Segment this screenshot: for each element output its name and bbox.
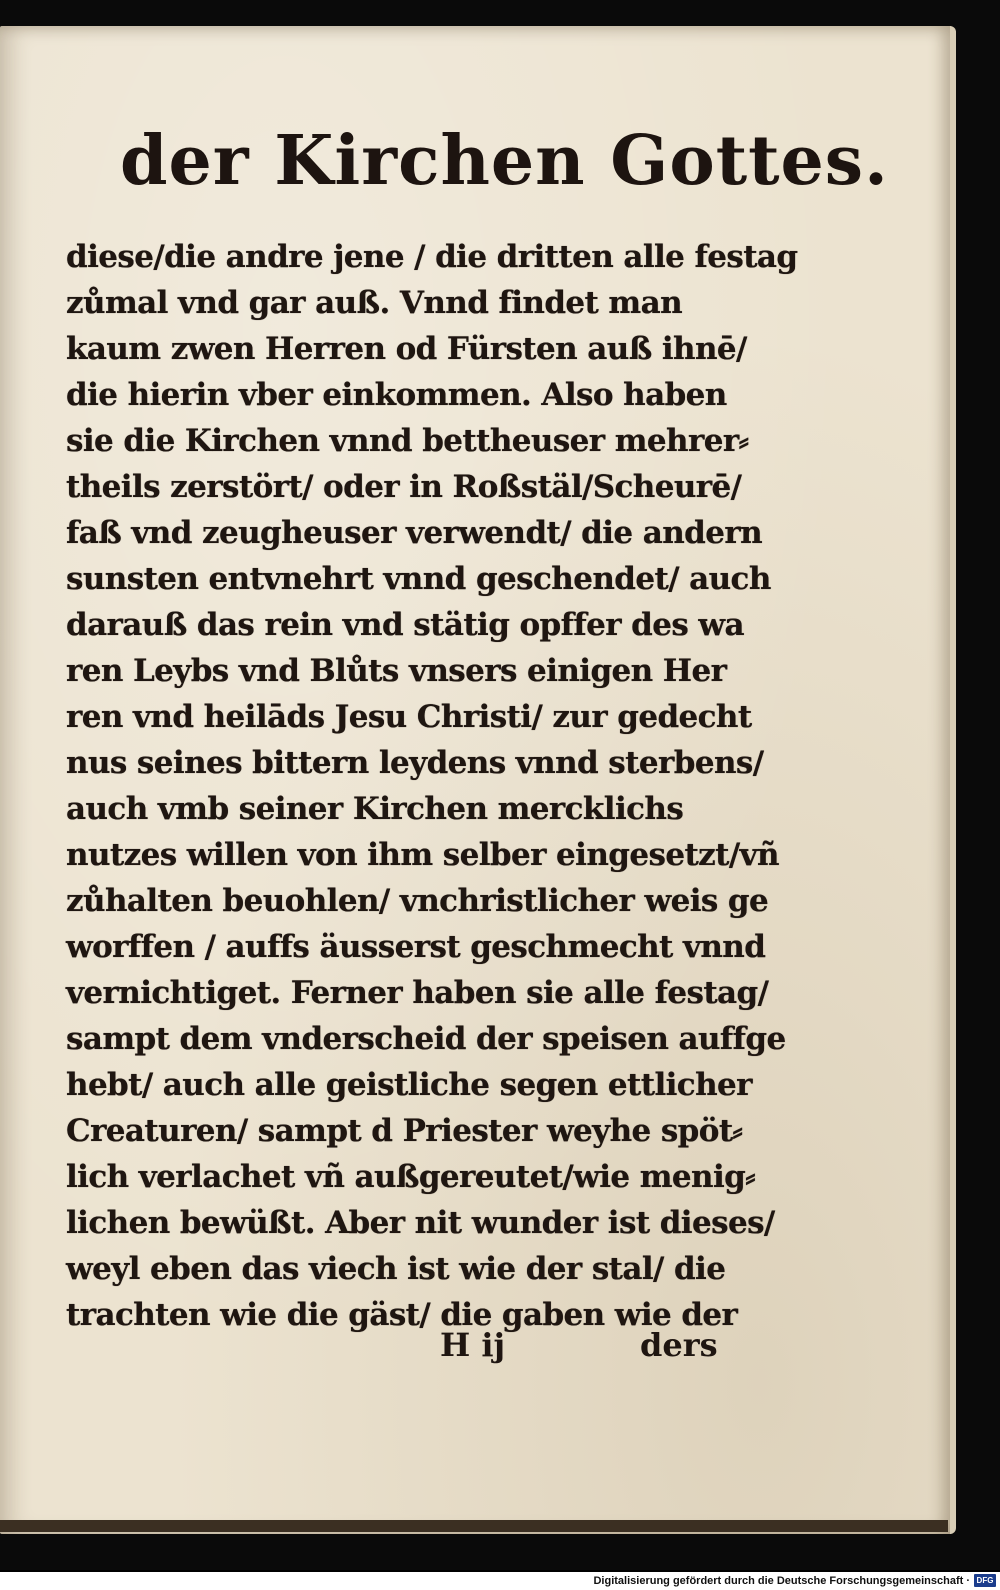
text-line: zůmal vnd gar auß. Vnnd findet man <box>66 285 683 321</box>
text-line: ren vnd heilāds Jesu Christi/ zur gedecht <box>66 699 752 735</box>
text-line: theils zerstört/ oder in Roßstäl/Scheurē/ <box>66 469 742 505</box>
text-line: Creaturen/ sampt d Priester weyhe spöt⸗ <box>66 1113 743 1149</box>
text-line: sampt dem vnderscheid der speisen auffge <box>66 1021 786 1057</box>
text-line: auch vmb seiner Kirchen mercklichs <box>66 791 684 827</box>
text-line: darauß das rein vnd stätig opffer des wa <box>66 607 744 643</box>
text-line: sie die Kirchen vnnd bettheuser mehrer⸗ <box>66 423 749 459</box>
footer-bar <box>0 1572 1000 1590</box>
text-line: diese/die andre jene / die dritten alle festag <box>66 239 798 275</box>
catchword: ders <box>640 1326 718 1364</box>
text-line: hebt/ auch alle geistliche segen ettlicher <box>66 1067 752 1103</box>
text-line: lich verlachet vñ außgereutet/wie menig⸗ <box>66 1159 755 1195</box>
text-line: lichen bewüßt. Aber nit wunder ist dieses/ <box>66 1205 775 1241</box>
text-line: zůhalten beuohlen/ vnchristlicher weis ge <box>66 883 769 919</box>
text-line: nus seines bittern leydens vnnd sterbens/ <box>66 745 764 781</box>
text-line: faß vnd zeugheuser verwendt/ die andern <box>66 515 763 551</box>
book-page <box>0 26 956 1534</box>
text-line: nutzes willen von ihm selber eingesetzt/vñ <box>66 837 779 873</box>
dfg-logo-icon: DFG <box>974 1574 996 1587</box>
page-foot <box>0 1326 950 1386</box>
text-line: ren Leybs vnd Blůts vnsers einigen Her <box>66 653 727 689</box>
body-text <box>66 234 798 1338</box>
text-line: trachten wie die gäst/ die gaben wie der <box>66 1297 738 1333</box>
text-line: vernichtiget. Ferner haben sie alle festag/ <box>66 975 769 1011</box>
footer-credit: Digitalisierung gefördert durch die Deutsche Forschungsgemeinschaft · <box>593 1575 970 1587</box>
text-line: worffen / auffs äusserst geschmecht vnnd <box>66 929 766 965</box>
page-bottom-edge <box>0 1520 948 1532</box>
signature-mark: H ij <box>440 1326 506 1364</box>
text-line: die hierin vber einkommen. Also haben <box>66 377 727 413</box>
text-line: weyl eben das viech ist wie der stal/ die <box>66 1251 726 1287</box>
text-line: kaum zwen Herren od Fürsten auß ihnē/ <box>66 331 747 367</box>
text-line: sunsten entvnehrt vnnd geschendet/ auch <box>66 561 771 597</box>
running-head: der Kirchen Gottes. <box>120 121 889 201</box>
